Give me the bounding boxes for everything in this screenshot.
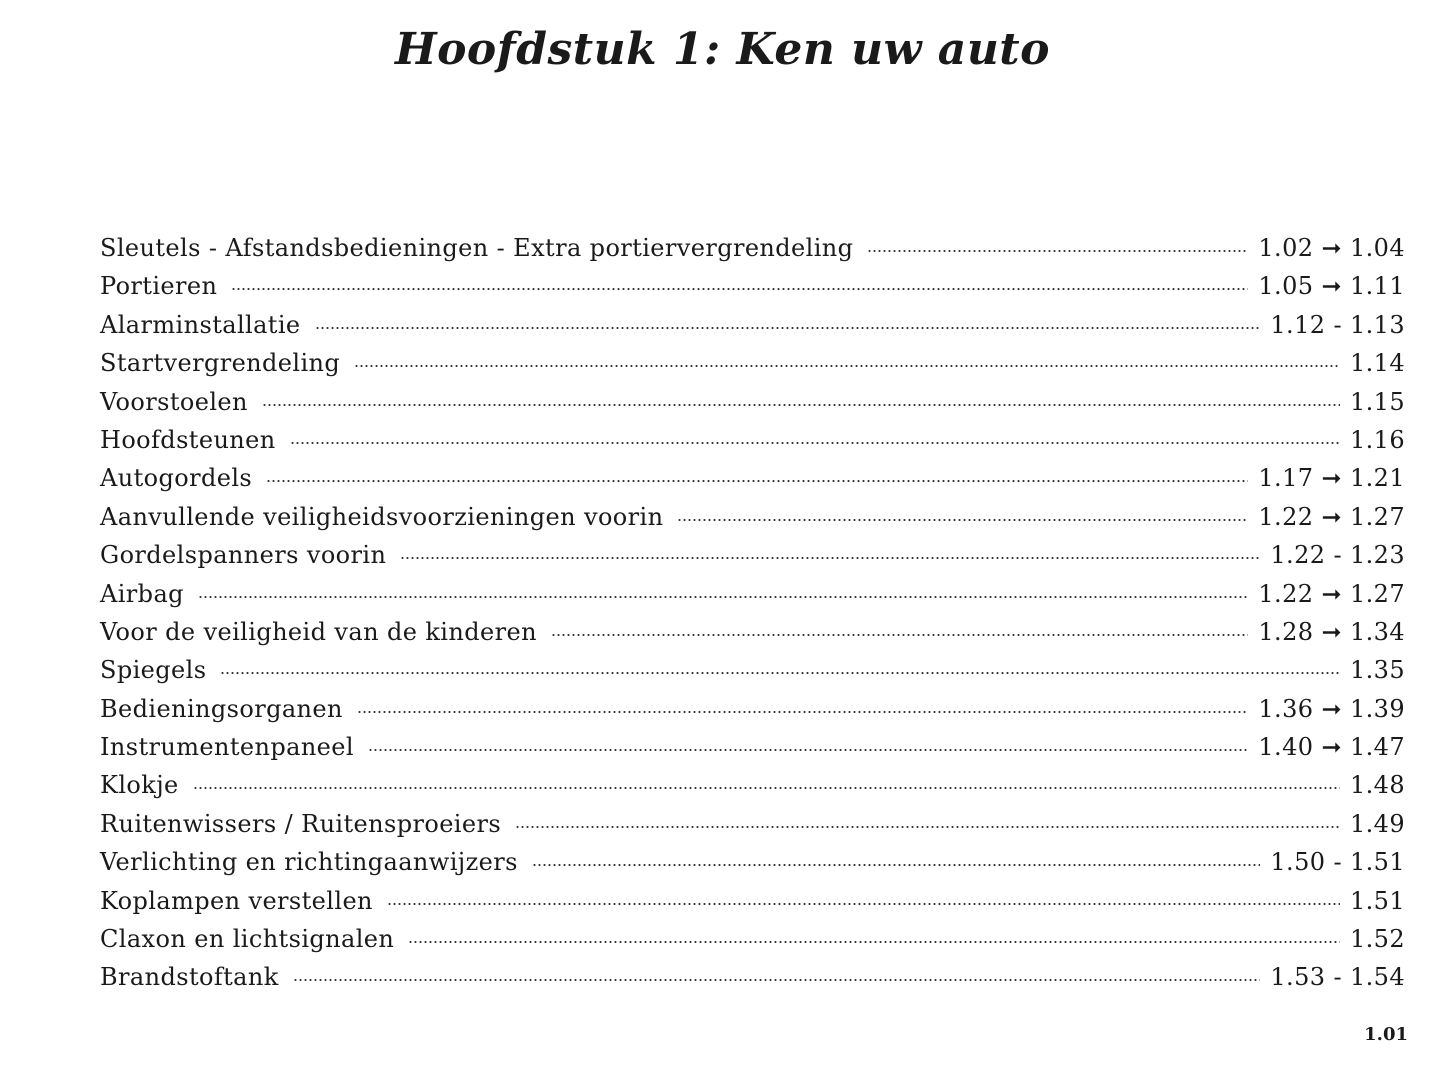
- dot-leader: [220, 654, 1340, 678]
- dot-leader: [677, 501, 1248, 525]
- dot-leader: [193, 769, 1340, 793]
- toc-row[interactable]: [100, 769, 1405, 807]
- page-start: 1.52: [1349, 925, 1405, 954]
- dot-leader: [231, 270, 1248, 294]
- toc-pages: [1340, 887, 1405, 915]
- page-start: 1.50: [1270, 848, 1326, 877]
- page-start: 1.36: [1258, 694, 1314, 723]
- toc-label: Bedieningsorganen: [100, 694, 343, 723]
- dot-leader: [368, 731, 1248, 755]
- toc-row[interactable]: [100, 578, 1405, 616]
- page-end: 1.13: [1349, 310, 1405, 339]
- page-start: 1.28: [1258, 617, 1314, 646]
- page-start: 1.35: [1349, 656, 1405, 685]
- toc-label: Sleutels - Afstandsbedieningen - Extra portiervergrendeling: [100, 234, 854, 262]
- dot-leader: [266, 462, 1248, 486]
- toc-label: Klokje: [100, 771, 179, 800]
- toc-label: Portieren: [100, 272, 218, 301]
- toc-row[interactable]: [100, 693, 1405, 731]
- page-end: 1.11: [1349, 272, 1405, 301]
- toc-pages: [1340, 656, 1405, 684]
- toc-pages: [1340, 810, 1405, 838]
- toc-row[interactable]: [100, 386, 1405, 424]
- toc-label: Claxon en lichtsignalen: [100, 925, 395, 954]
- page-start: 1.40: [1258, 733, 1314, 762]
- page-end: 1.23: [1349, 541, 1405, 570]
- page-end: 1.51: [1349, 848, 1405, 877]
- toc-pages: [1248, 464, 1405, 492]
- page-separator: ➞: [1321, 694, 1342, 723]
- toc-label: Voor de veiligheid van de kinderen: [100, 617, 537, 646]
- toc-label: Autogordels: [100, 464, 253, 493]
- toc-row[interactable]: [100, 616, 1405, 654]
- page-separator: ➞: [1321, 272, 1342, 301]
- page-end: 1.47: [1349, 733, 1405, 762]
- page-start: 1.22: [1258, 579, 1314, 608]
- toc-pages: [1248, 695, 1405, 723]
- dot-leader: [357, 693, 1249, 717]
- dot-leader: [354, 347, 1340, 371]
- toc-row[interactable]: [100, 462, 1405, 500]
- dot-leader: [387, 885, 1340, 909]
- toc-pages: [1260, 963, 1405, 991]
- toc-pages: [1248, 503, 1405, 531]
- toc-label: Brandstoftank: [100, 963, 279, 992]
- toc-label: Aanvullende veiligheidsvoorzieningen voorin: [100, 502, 664, 531]
- page-separator: ➞: [1321, 617, 1342, 646]
- toc-row[interactable]: [100, 885, 1405, 923]
- toc-label: Alarminstallatie: [100, 310, 301, 339]
- page-separator: ➞: [1321, 502, 1342, 531]
- dot-leader: [515, 808, 1340, 832]
- page-end: 1.27: [1349, 579, 1405, 608]
- toc-label: Gordelspanners voorin: [100, 541, 387, 570]
- page-start: 1.53: [1270, 963, 1326, 992]
- toc-row[interactable]: [100, 731, 1405, 769]
- toc-pages: [1248, 234, 1405, 262]
- page-end: 1.54: [1349, 963, 1405, 992]
- page-separator: -: [1333, 310, 1342, 339]
- page-start: 1.51: [1349, 886, 1405, 915]
- page-separator: -: [1333, 541, 1342, 570]
- toc-row[interactable]: [100, 539, 1405, 577]
- page-separator: ➞: [1321, 464, 1342, 493]
- page-start: 1.22: [1270, 541, 1326, 570]
- page-separator: ➞: [1321, 733, 1342, 762]
- page-start: 1.17: [1258, 464, 1314, 493]
- page-end: 1.39: [1349, 694, 1405, 723]
- toc-pages: [1260, 541, 1405, 569]
- page-start: 1.48: [1349, 771, 1405, 800]
- page-separator: -: [1333, 963, 1342, 992]
- toc-row[interactable]: [100, 501, 1405, 539]
- toc-row[interactable]: [100, 232, 1405, 270]
- toc-row[interactable]: [100, 309, 1405, 347]
- toc-label: Spiegels: [100, 656, 207, 685]
- page-title: Hoofdstuk 1: Ken uw auto: [395, 24, 1050, 75]
- page-start: 1.22: [1258, 502, 1314, 531]
- page-separator: ➞: [1321, 579, 1342, 608]
- toc-pages: [1340, 771, 1405, 799]
- toc-pages: [1340, 925, 1405, 953]
- toc-label: Airbag: [100, 579, 184, 608]
- toc-row[interactable]: [100, 961, 1405, 999]
- toc-row[interactable]: [100, 270, 1405, 308]
- page-separator: -: [1333, 848, 1342, 877]
- toc-pages: [1248, 272, 1405, 300]
- toc-pages: [1340, 388, 1405, 416]
- page-start: 1.14: [1349, 349, 1405, 378]
- toc-label: Startvergrendeling: [100, 349, 341, 378]
- dot-leader: [198, 578, 1248, 602]
- dot-leader: [532, 846, 1261, 870]
- page-start: 1.12: [1270, 310, 1326, 339]
- page-end: 1.27: [1349, 502, 1405, 531]
- toc-pages: [1248, 580, 1405, 608]
- dot-leader: [262, 386, 1340, 410]
- dot-leader: [551, 616, 1248, 640]
- page-number: 1.01: [1364, 1024, 1408, 1045]
- dot-leader: [315, 309, 1261, 333]
- page-end: 1.34: [1349, 617, 1405, 646]
- page-start: 1.02: [1258, 234, 1314, 262]
- page-start: 1.05: [1258, 272, 1314, 301]
- page-start: 1.49: [1349, 809, 1405, 838]
- table-of-contents: [100, 232, 1405, 1000]
- toc-row[interactable]: [100, 923, 1405, 961]
- dot-leader: [293, 961, 1261, 985]
- dot-leader: [408, 923, 1340, 947]
- toc-label: Koplampen verstellen: [100, 886, 373, 915]
- dot-leader: [400, 539, 1260, 563]
- toc-label: Instrumentenpaneel: [100, 733, 354, 762]
- toc-label: Hoofdsteunen: [100, 425, 276, 454]
- toc-label: Voorstoelen: [100, 387, 248, 416]
- toc-row[interactable]: [100, 654, 1405, 692]
- toc-pages: [1340, 349, 1405, 377]
- page-start: 1.16: [1349, 425, 1405, 454]
- toc-row[interactable]: [100, 424, 1405, 462]
- toc-pages: [1260, 848, 1405, 876]
- page-start: 1.15: [1349, 387, 1405, 416]
- toc-row[interactable]: [100, 846, 1405, 884]
- toc-row[interactable]: [100, 347, 1405, 385]
- toc-pages: [1260, 311, 1405, 339]
- page-separator: ➞: [1321, 234, 1342, 262]
- page-end: 1.04: [1349, 234, 1405, 262]
- toc-pages: [1340, 426, 1405, 454]
- toc-row[interactable]: [100, 808, 1405, 846]
- dot-leader: [867, 232, 1248, 256]
- toc-label: Ruitenwissers / Ruitensproeiers: [100, 809, 502, 838]
- page-end: 1.21: [1349, 464, 1405, 493]
- toc-label: Verlichting en richtingaanwijzers: [100, 848, 518, 877]
- toc-pages: [1248, 733, 1405, 761]
- toc-pages: [1248, 618, 1405, 646]
- dot-leader: [290, 424, 1340, 448]
